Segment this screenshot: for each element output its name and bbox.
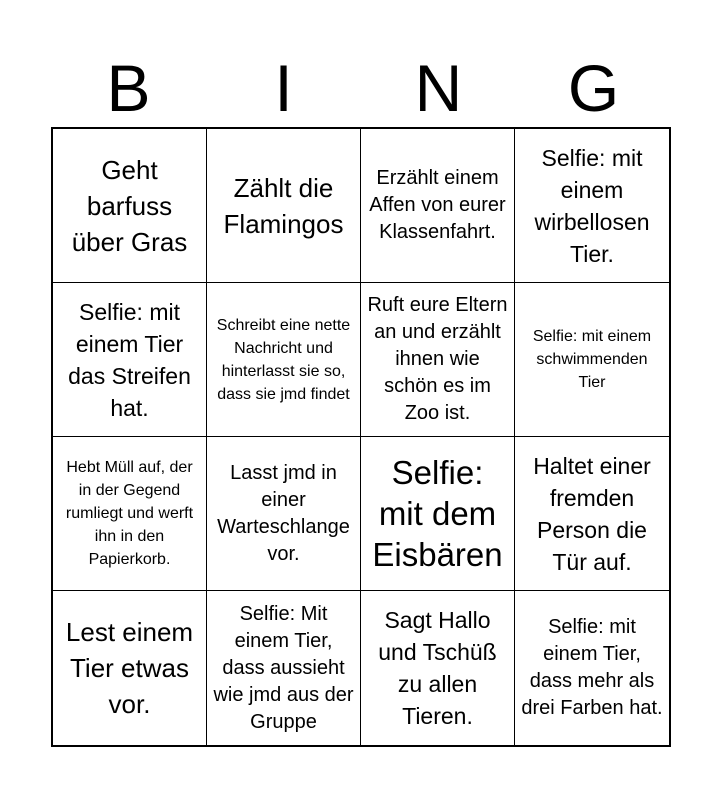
- cell-text: Schreibt eine nette Nachricht und hinterlasst sie so, dass sie jmd findet: [216, 316, 351, 403]
- bingo-cell[interactable]: [515, 283, 669, 437]
- bingo-cell[interactable]: [53, 437, 207, 591]
- cell-text: Selfie: mit einem Tier, dass mehr als drei Farben hat.: [521, 616, 663, 719]
- bingo-cell[interactable]: [361, 591, 515, 745]
- bingo-cell[interactable]: [515, 591, 669, 745]
- cell-text: Selfie: mit einem schwimmenden Tier: [532, 328, 652, 391]
- cell-text: Erzählt einem Affen von eurer Klassenfahrt.: [369, 167, 506, 243]
- cell-text: Geht barfuss über Gras: [71, 154, 188, 257]
- bingo-cell[interactable]: [53, 283, 207, 437]
- bingo-cell[interactable]: [207, 283, 361, 437]
- cell-text: Selfie: mit dem Eisbären: [372, 454, 503, 573]
- bingo-cell[interactable]: [207, 129, 361, 283]
- title-letter-i: I: [274, 51, 293, 125]
- cell-text: Lest einem Tier etwas vor.: [65, 617, 194, 719]
- bingo-board: [51, 127, 671, 747]
- bingo-cell[interactable]: [361, 437, 515, 591]
- bingo-cell[interactable]: [207, 437, 361, 591]
- title-letter-n: N: [414, 51, 463, 125]
- bingo-cell[interactable]: [53, 129, 207, 283]
- cell-text: Lasst jmd in einer Warteschlange vor.: [217, 461, 350, 565]
- cell-text: Selfie: mit einem Tier das Streifen hat.: [68, 298, 191, 421]
- bingo-cell[interactable]: [361, 129, 515, 283]
- bingo-cell[interactable]: [361, 283, 515, 437]
- bingo-cell[interactable]: [515, 437, 669, 591]
- bingo-cell[interactable]: [207, 591, 361, 745]
- title-letter-g: G: [567, 51, 620, 125]
- title-letter-b: B: [106, 51, 151, 125]
- cell-text: Ruft eure Eltern an und erzählt ihnen wie schön es im Zoo ist.: [367, 294, 508, 424]
- cell-text: Selfie: mit einem wirbellosen Tier.: [534, 144, 650, 267]
- cell-text: Hebt Müll auf, der in der Gegend rumliegt und werft ihn in den Papierkorb.: [65, 459, 194, 568]
- cell-text: Selfie: Mit einem Tier, dass aussieht wie jmd aus der Gruppe: [213, 602, 354, 733]
- cell-text: Zählt die Flamingos: [223, 172, 344, 239]
- bingo-cell[interactable]: [53, 591, 207, 745]
- cell-text: Sagt Hallo und Tschüß zu allen Tieren.: [378, 607, 497, 729]
- cell-text: Haltet einer fremden Person die Tür auf.: [533, 452, 651, 575]
- bingo-cell[interactable]: [515, 129, 669, 283]
- bingo-title: [51, 52, 671, 124]
